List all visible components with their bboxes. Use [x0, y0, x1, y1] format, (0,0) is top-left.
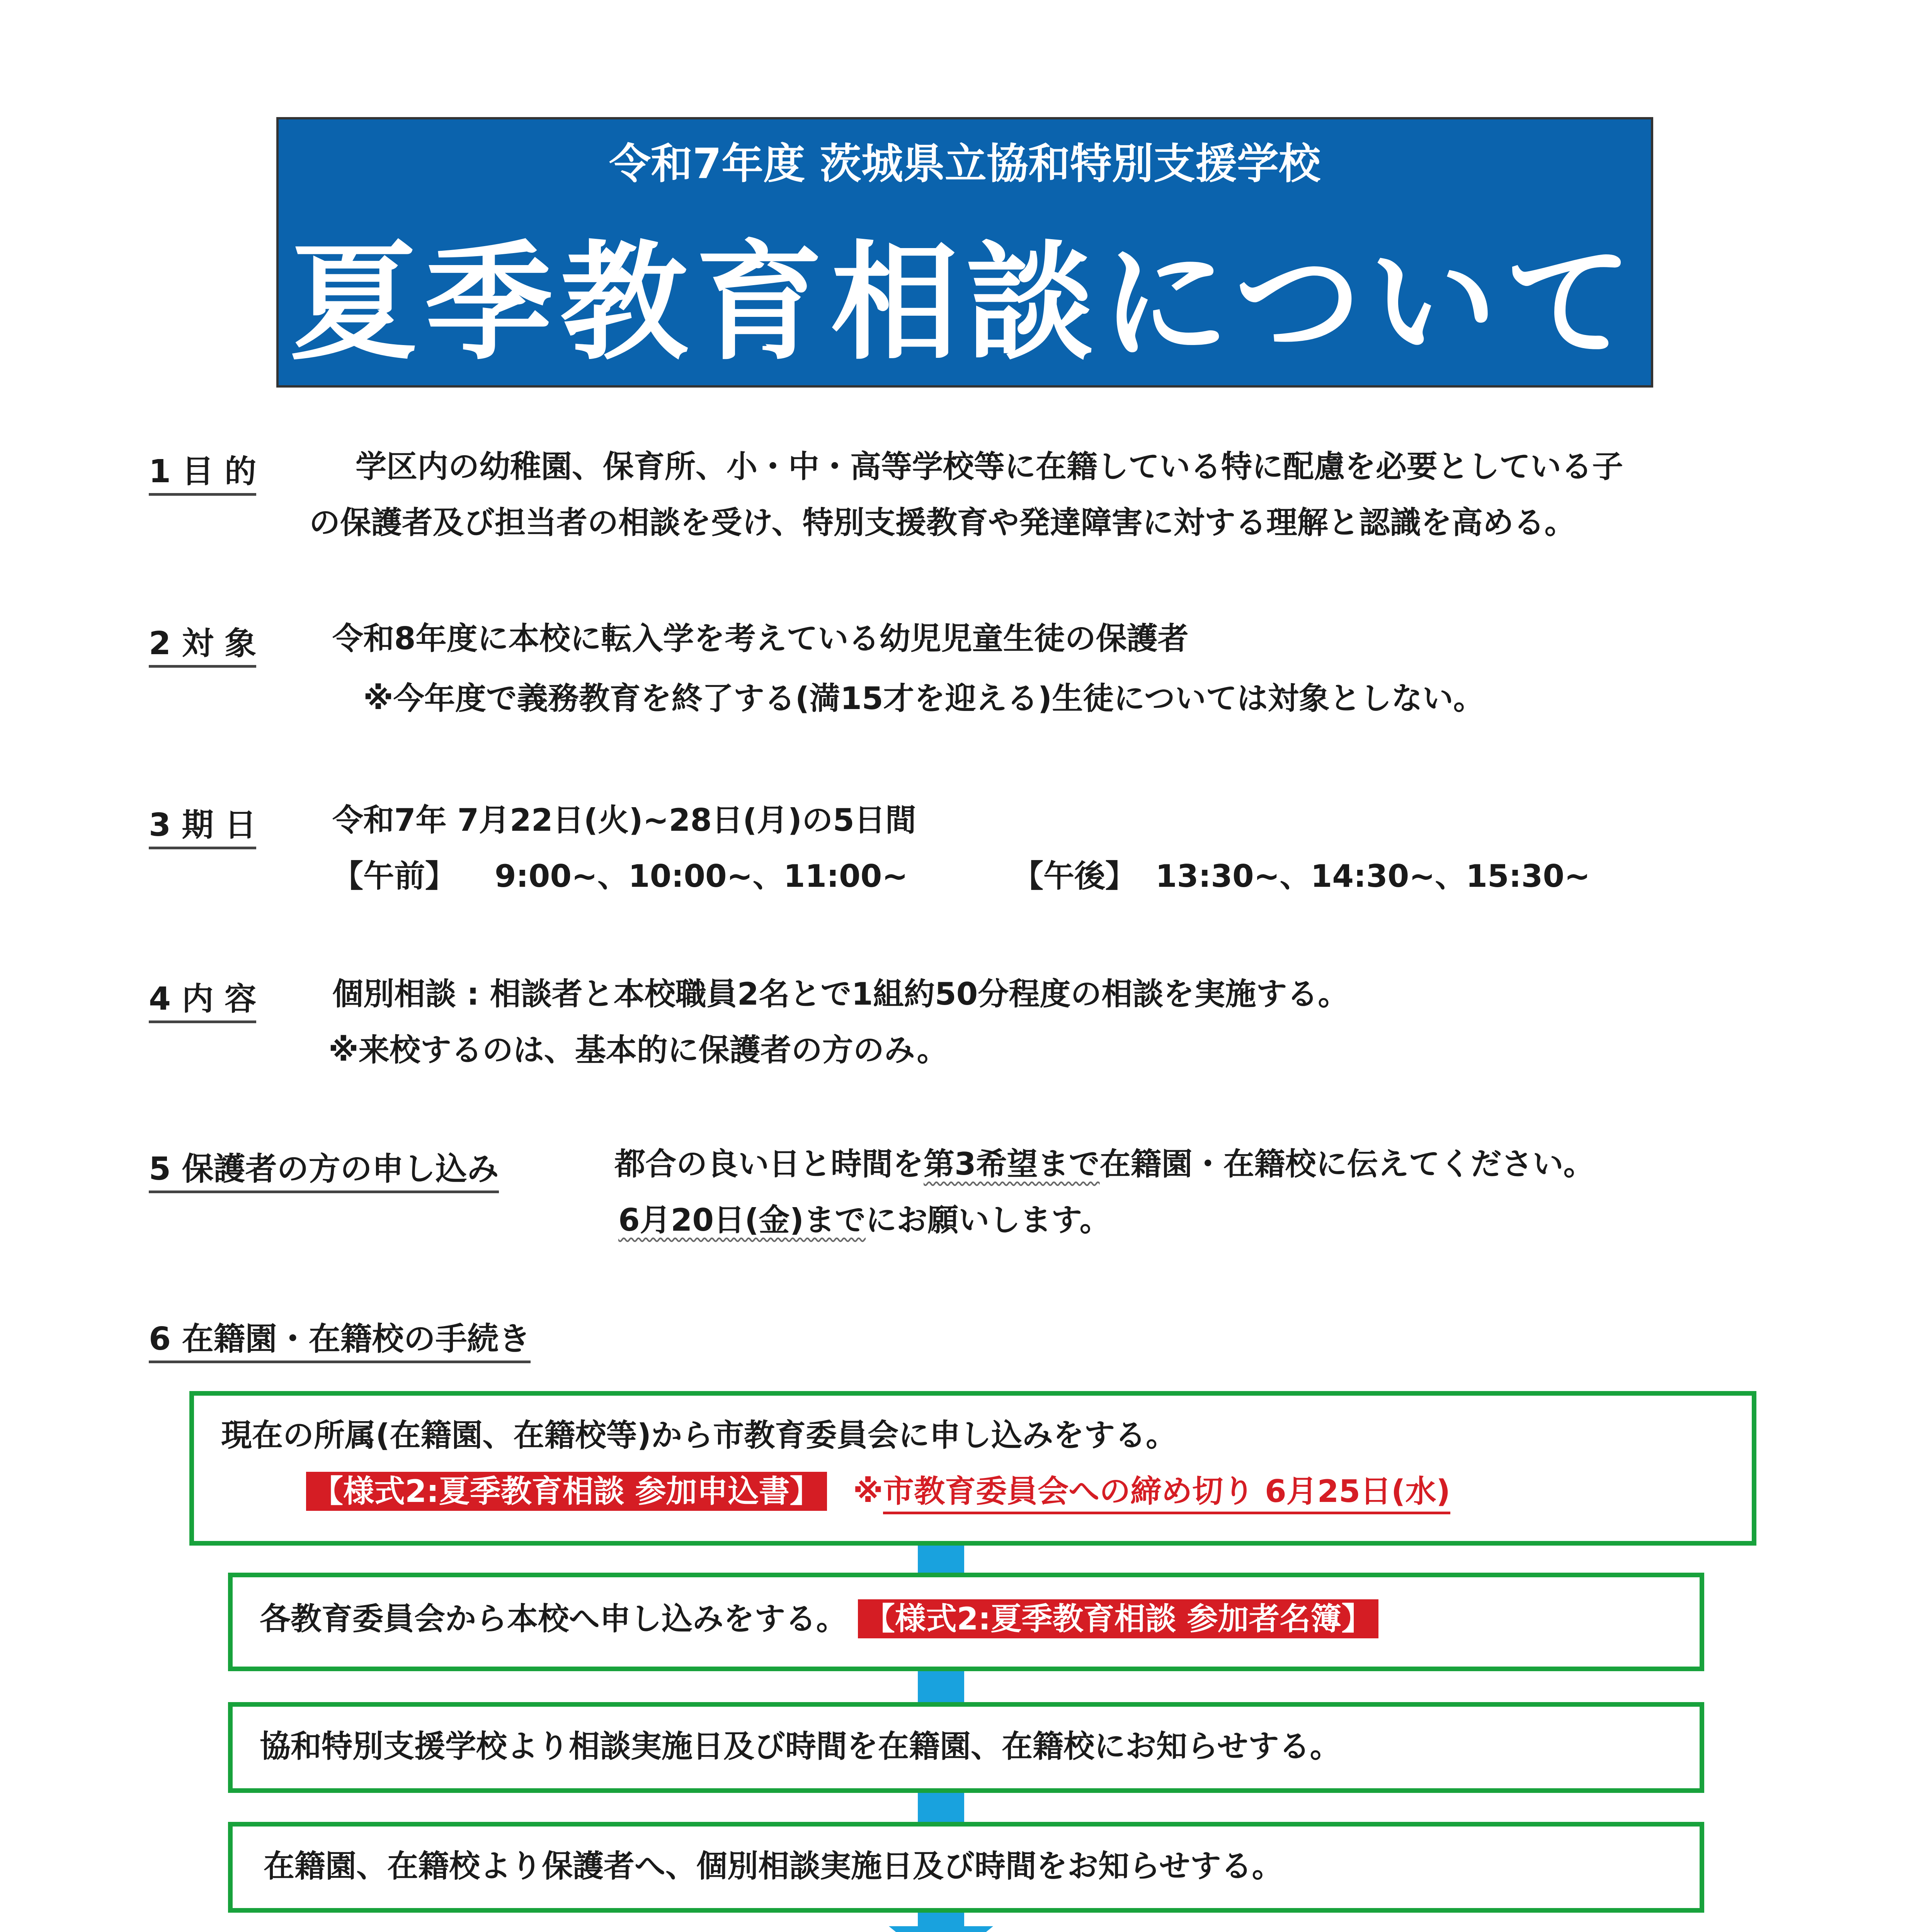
deadline-mark: ※ [853, 1473, 883, 1509]
flow-step-2 [228, 1573, 1704, 1671]
flow-step-2-text: 各教育委員会から本校へ申し込みをする。 [260, 1601, 847, 1637]
flow-step-4 [228, 1822, 1704, 1913]
banner-subtitle: 令和7年度 茨城県立協和特別支援学校 [609, 140, 1320, 188]
flow-step-3 [228, 1702, 1704, 1793]
deadline-note: 市教育委員会への締め切り 6月25日(水) [883, 1473, 1450, 1514]
form-roster-tag: 【様式2:夏季教育相談 参加者名簿】 [858, 1599, 1379, 1638]
flow-step-1-text: 現在の所属(在籍園、在籍校等)から市教育委員会に申し込みをする。 [221, 1417, 1177, 1453]
am-times: 9:00~、10:00~、11:00~ [495, 858, 908, 894]
application-text-c: 在籍園・在籍校に伝えてください。 [1099, 1146, 1594, 1182]
application-text-d: にお願いします。 [866, 1202, 1111, 1238]
section-application-line1 [614, 1146, 1594, 1183]
pm-times: 13:30~、14:30~、15:30~ [1155, 858, 1591, 894]
application-choice-limit: 第3希望まで [924, 1146, 1100, 1182]
title-banner [276, 117, 1653, 388]
form-application-tag: 【様式2:夏季教育相談 参加申込書】 [306, 1472, 827, 1511]
section-dates-line1: 令和7年 7月22日(火)~28日(月)の5日間 [332, 802, 916, 838]
am-label: 【午前】 [332, 858, 456, 894]
flow-step-4-text: 在籍園、在籍校より保護者へ、個別相談実施日及び時間をお知らせする。 [264, 1848, 1283, 1884]
section-purpose-line1: 学区内の幼稚園、保育所、小・中・高等学校等に在籍している特に配慮を必要としている子 [356, 449, 1623, 485]
section-application-label: 5 保護者の方の申し込み [149, 1144, 499, 1193]
pm-label: 【午後】 [1012, 858, 1136, 894]
section-content-label: 4 内 容 [149, 974, 256, 1023]
section-purpose-line2: の保護者及び担当者の相談を受け、特別支援教育や発達障害に対する理解と認識を高める。 [309, 505, 1576, 541]
flow-step-1-row [306, 1473, 1450, 1510]
section-content-line2: ※来校するのは、基本的に保護者の方のみ。 [328, 1032, 948, 1068]
section-procedure-label: 6 在籍園・在籍校の手続き [149, 1314, 531, 1363]
flow-arrow-icon [889, 1926, 993, 1932]
application-text-a: 都合の良い日と時間を [614, 1146, 924, 1182]
section-target-line2: ※今年度で義務教育を終了する(満15才を迎える)生徒については対象としない。 [363, 680, 1484, 716]
application-deadline: 6月20日(金)まで [618, 1202, 866, 1238]
flow-step-2-row [260, 1600, 1378, 1638]
flow-step-3-text: 協和特別支援学校より相談実施日及び時間を在籍園、在籍校にお知らせする。 [260, 1728, 1341, 1764]
flow-step-1 [189, 1391, 1756, 1546]
section-target-label: 2 対 象 [149, 618, 256, 668]
section-target-line1: 令和8年度に本校に転入学を考えている幼児児童生徒の保護者 [332, 621, 1189, 656]
section-purpose-label: 1 目 的 [149, 446, 256, 496]
section-dates-label: 3 期 日 [149, 800, 256, 849]
section-content-line1: 個別相談 : 相談者と本校職員2名とで1組約50分程度の相談を実施する。 [332, 976, 1349, 1012]
section-application-line2 [618, 1202, 1111, 1239]
page-title: 夏季教育相談について [289, 229, 1640, 377]
